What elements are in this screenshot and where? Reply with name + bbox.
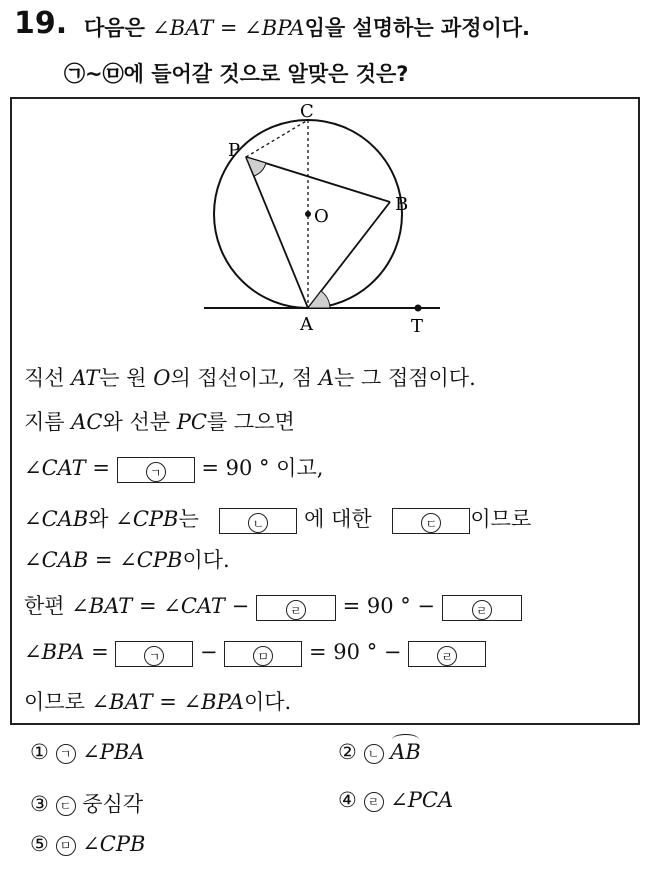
label-a: A bbox=[300, 314, 313, 335]
proof-line-4 bbox=[24, 503, 531, 534]
math: PC bbox=[176, 410, 207, 434]
choice-mark: ㄴ bbox=[364, 744, 384, 764]
point-t bbox=[415, 305, 422, 312]
marker-n: ㄴ bbox=[248, 513, 268, 533]
choice-value: ∠PCA bbox=[390, 788, 454, 812]
math: A bbox=[318, 366, 335, 390]
segment-pb bbox=[246, 157, 390, 202]
label-t: T bbox=[411, 316, 424, 337]
math: AC bbox=[71, 410, 103, 434]
marker-g: ㄱ bbox=[146, 462, 166, 482]
question-line-2: ㉠~㉤에 들어갈 것으로 알맞은 것은? bbox=[64, 62, 409, 86]
text: 이므로 bbox=[24, 690, 92, 714]
choice-1[interactable] bbox=[30, 740, 145, 764]
marker-d: ㄷ bbox=[421, 513, 441, 533]
label-o: O bbox=[314, 206, 329, 227]
text: 를 그으면 bbox=[206, 410, 295, 434]
proof-line-8 bbox=[24, 686, 291, 716]
choice-num: ③ bbox=[30, 792, 49, 816]
choice-mark: ㄹ bbox=[364, 792, 384, 812]
proof-line-2 bbox=[24, 406, 295, 436]
choice-num: ② bbox=[338, 740, 357, 764]
marker-m: ㅁ bbox=[253, 646, 273, 666]
text: 이다. bbox=[182, 548, 230, 572]
blank-r-2 bbox=[442, 595, 522, 621]
blank-g bbox=[117, 457, 195, 483]
math: ∠CAB bbox=[24, 507, 89, 531]
choice-3[interactable] bbox=[30, 788, 143, 818]
marker-r: ㄹ bbox=[286, 600, 306, 620]
math: ∠CAT = bbox=[24, 456, 110, 480]
choice-num: ① bbox=[30, 740, 49, 764]
question-text-post: 임을 설명하는 과정이다. bbox=[304, 16, 531, 40]
math: ∠BAT = ∠BPA bbox=[91, 690, 244, 714]
text: 는 원 bbox=[99, 366, 154, 390]
blank-n bbox=[219, 508, 297, 534]
text: 이므로 bbox=[470, 507, 532, 531]
angle-bat-mark bbox=[308, 291, 330, 308]
label-p: P bbox=[228, 140, 241, 161]
question-number: 19. bbox=[14, 6, 68, 41]
proof-line-5 bbox=[24, 544, 230, 574]
math: ∠CAB = ∠CPB bbox=[24, 548, 183, 572]
text: 의 접선이고, 점 bbox=[170, 366, 319, 390]
choice-value-arc: AB bbox=[390, 740, 421, 764]
choice-2[interactable] bbox=[338, 740, 421, 764]
question-math: ∠BAT = ∠BPA bbox=[152, 16, 305, 40]
text: − bbox=[200, 640, 218, 664]
marker-r: ㄹ bbox=[472, 600, 492, 620]
choice-value: ∠CPB bbox=[82, 832, 146, 856]
choice-num: ⑤ bbox=[30, 832, 49, 856]
blank-d bbox=[392, 508, 470, 534]
proof-line-3 bbox=[24, 452, 323, 483]
choice-value: 중심각 bbox=[82, 792, 144, 816]
proof-line-6 bbox=[24, 590, 522, 621]
marker-g: ㄱ bbox=[144, 646, 164, 666]
choice-5[interactable] bbox=[30, 832, 145, 856]
math: ∠BAT = ∠CAT − bbox=[71, 594, 250, 618]
choice-mark: ㄷ bbox=[56, 796, 76, 816]
text: 한편 bbox=[24, 594, 72, 618]
math: AT bbox=[71, 366, 100, 390]
circle-figure bbox=[190, 100, 450, 340]
text: 지름 bbox=[24, 410, 72, 434]
text: = 90 ° − bbox=[309, 640, 402, 664]
text: 와 bbox=[88, 507, 116, 531]
text: = 90 ° − bbox=[342, 594, 436, 618]
segment-pa bbox=[246, 157, 308, 308]
center-o-point bbox=[305, 211, 311, 217]
math: ∠BPA = bbox=[24, 640, 109, 664]
text: 는 bbox=[178, 507, 199, 531]
proof-line-7 bbox=[24, 640, 486, 667]
blank-r-3 bbox=[408, 641, 486, 667]
proof-line-1 bbox=[24, 362, 476, 392]
blank-m bbox=[224, 641, 302, 667]
label-c: C bbox=[300, 101, 314, 122]
text: 에 대한 bbox=[304, 507, 372, 531]
choice-value: ∠PBA bbox=[82, 740, 145, 764]
math: ∠CPB bbox=[115, 507, 179, 531]
blank-r-1 bbox=[256, 595, 336, 621]
choice-num: ④ bbox=[338, 788, 357, 812]
text: = 90 ° 이고, bbox=[201, 456, 324, 480]
text: 는 그 접점이다. bbox=[334, 366, 476, 390]
text: 이다. bbox=[243, 690, 292, 714]
text: 직선 bbox=[24, 366, 72, 390]
choice-4[interactable] bbox=[338, 788, 453, 812]
blank-g-2 bbox=[115, 641, 193, 667]
math: O bbox=[153, 366, 171, 390]
marker-r: ㄹ bbox=[437, 646, 457, 666]
question-line-1 bbox=[84, 12, 530, 42]
choice-mark: ㄱ bbox=[56, 744, 76, 764]
choice-mark: ㅁ bbox=[56, 836, 76, 856]
question-text-pre: 다음은 bbox=[84, 16, 153, 40]
label-b: B bbox=[395, 194, 409, 215]
text: 와 선분 bbox=[102, 410, 177, 434]
